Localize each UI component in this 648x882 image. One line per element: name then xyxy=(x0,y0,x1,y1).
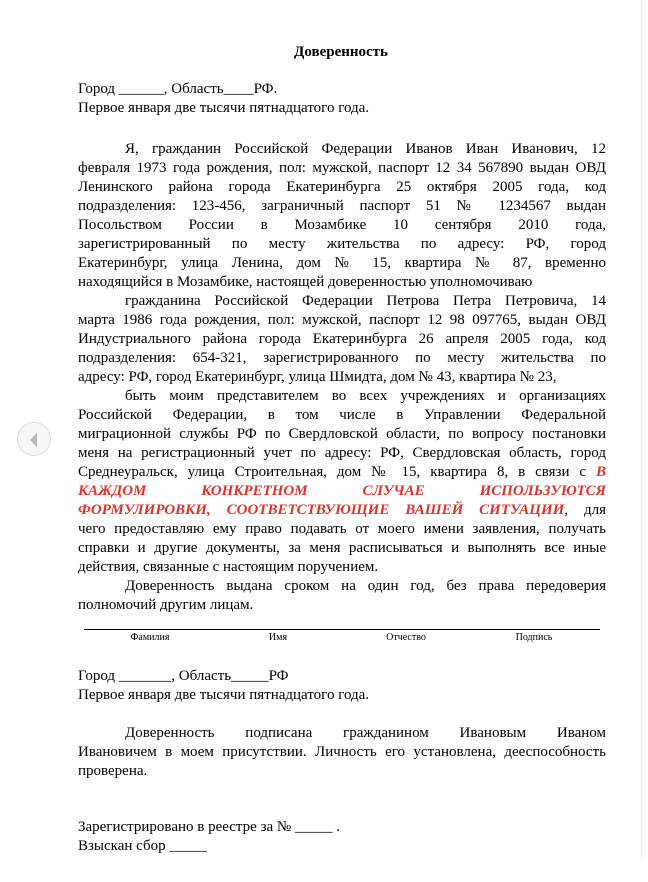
para3-line xyxy=(78,463,606,482)
signature-line xyxy=(84,629,600,630)
signature-label-signature: Подпись xyxy=(515,632,553,643)
para4-line: полномочий другим лицам. xyxy=(78,597,254,613)
footer-place: Город _______, Область_____РФ xyxy=(78,668,289,684)
para1-line: зарегистрированный по месту жительства по адресу: РФ, город xyxy=(78,236,606,252)
para1-line: подразделения: 123-456, заграничный паспорт 51 № 1234567 выдан xyxy=(78,198,606,214)
para3-line xyxy=(78,501,606,520)
signature-label-surname: Фамилия xyxy=(130,632,170,643)
notary-line: Доверенность подписана гражданином Ивановым Иваном xyxy=(125,725,606,741)
placeholder-highlight: ФОРМУЛИРОВКИ, СООТВЕТСТВУЮЩИЕ ВАШЕЙ СИТУАЦИИ xyxy=(78,502,565,518)
signature-label-patronymic: Отчество xyxy=(386,632,426,643)
placeholder-highlight: В xyxy=(595,464,606,480)
para2-line: Индустриального района города Екатеринбурга 26 апреля 2005 года, код xyxy=(78,331,606,347)
para3-line: быть моим представителем во всех учреждениях и организациях xyxy=(125,388,606,404)
para2-line: марта 1986 года рождения, пол: мужской, паспорт 12 98 097765, выдан ОВД xyxy=(78,312,606,328)
para2-line: подразделения: 654-321, зарегистрированного по месту жительства по xyxy=(78,350,606,366)
para3-line: Российской Федерации, в том числе в Управлении Федеральной xyxy=(78,407,606,423)
para3-line: справки и другие документы, за меня расписываться и выполнять все иные xyxy=(78,540,606,556)
para3-line: миграционной службы РФ по Свердловской области, по вопросу постановки xyxy=(78,426,606,442)
para3-line: чего предоставляю ему право подавать от моего имени заявления, получать xyxy=(78,521,606,537)
header-date: Первое января две тысячи пятнадцатого года. xyxy=(78,100,370,116)
para4-line: Доверенность выдана сроком на один год, без права передоверия xyxy=(125,578,606,594)
para3-line: действия, связанные с настоящим поручением. xyxy=(78,559,379,575)
notary-line: Ивановичем в моем присутствии. Личность его установлена, дееспособность xyxy=(78,744,606,760)
notary-line: проверена. xyxy=(78,763,148,779)
para1-line: февраля 1973 года рождения, пол: мужской, паспорт 12 34 567890 выдан ОВД xyxy=(78,160,606,176)
para2-line: гражданина Российской Федерации Петрова Петра Петровича, 14 xyxy=(125,293,606,309)
previous-page-button[interactable] xyxy=(17,422,51,456)
header-place: Город ______, Область____РФ. xyxy=(78,81,278,97)
para2-line: адресу: РФ, город Екатеринбург, улица Шмидта, дом № 43, квартира № 23, xyxy=(78,369,557,385)
para1-line: Я, гражданин Российской Федерации Иванов Иван Иванович, 12 xyxy=(125,141,606,157)
para3-line: меня на регистрационный учет по адресу: РФ, Свердловская область, город xyxy=(78,445,606,461)
placeholder-highlight: КАЖДОМ КОНКРЕТНОМ СЛУЧАЕ ИСПОЛЬЗУЮТСЯ xyxy=(78,483,606,499)
fee-line: Взыскан сбор _____ xyxy=(78,838,207,854)
para1-line: Екатеринбург, улица Ленина, дом № 15, квартира № 87, временно xyxy=(78,255,606,271)
registry-line: Зарегистрировано в реестре за № _____ . xyxy=(78,819,340,835)
para3-line-text: , для xyxy=(564,502,606,518)
chevron-left-icon xyxy=(18,423,52,457)
page-edge xyxy=(641,0,642,858)
para1-line: Ленинского района города Екатеринбурга 25 октября 2005 года, код xyxy=(78,179,606,195)
para1-line: находящийся в Мозамбике, настоящей доверенностью уполномочиваю xyxy=(78,274,533,290)
para3-line-text: Среднеуральск, улица Строительная, дом № 15, квартира 8, в связи с xyxy=(78,464,596,480)
para1-line: Посольством России в Мозамбике 10 сентября 2010 года, xyxy=(78,217,606,233)
document-title: Доверенность xyxy=(294,44,388,60)
footer-date: Первое января две тысячи пятнадцатого года. xyxy=(78,687,370,703)
signature-label-name: Имя xyxy=(268,632,288,643)
